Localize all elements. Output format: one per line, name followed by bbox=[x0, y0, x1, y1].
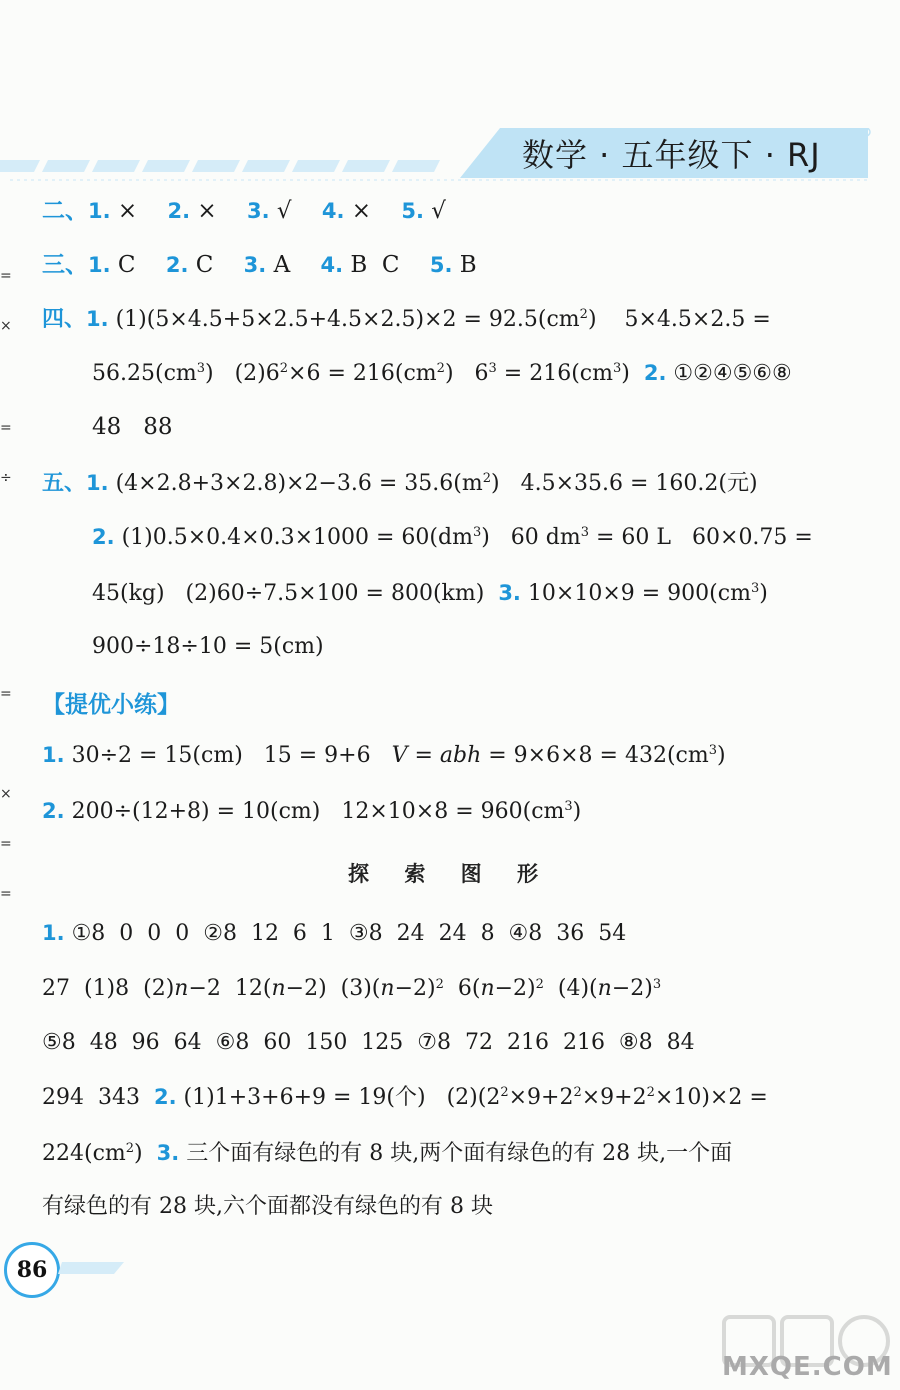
answer-text: ) 60 dm bbox=[481, 525, 581, 550]
section-number: 二、 bbox=[42, 197, 88, 224]
answer-text: ①②④⑤⑥⑧ bbox=[666, 361, 792, 386]
answer-line-3 bbox=[42, 250, 880, 280]
explore-line-1 bbox=[42, 918, 880, 949]
superscript: 3 bbox=[472, 525, 482, 540]
margin-mark: × bbox=[0, 318, 12, 334]
answer-text: 224(cm bbox=[42, 1141, 126, 1166]
answer-line-5a bbox=[42, 468, 880, 499]
variable: n bbox=[380, 976, 395, 1001]
superscript: 2 bbox=[646, 1085, 655, 1100]
variable: n bbox=[271, 976, 286, 1001]
page-decoration bbox=[58, 1258, 128, 1278]
item-number: 4. bbox=[321, 199, 345, 223]
answer-choice: A bbox=[273, 252, 291, 278]
answer-text: (1)1+3+6+9 = 19(个) (2)(2 bbox=[176, 1085, 501, 1110]
answer-text: −2 12( bbox=[188, 976, 272, 1001]
answer-text: (4×2.8+3×2.8)×2−3.6 = 35.6(m bbox=[108, 471, 483, 496]
item-number: 1. bbox=[42, 743, 65, 767]
explore-line-2 bbox=[42, 974, 880, 1004]
answer-text: ) 5×4.5×2.5 = bbox=[587, 307, 771, 332]
answer-text: ) bbox=[759, 581, 768, 606]
item-number: 2. bbox=[165, 253, 189, 277]
answer-text: ×6 = 216(cm bbox=[288, 361, 437, 386]
answer-text: 200÷(12+8) = 10(cm) 12×10×8 = 960(cm bbox=[64, 799, 565, 824]
variable: n bbox=[480, 976, 495, 1001]
answer-text: ) (2)6 bbox=[205, 361, 280, 386]
item-number: 3. bbox=[498, 581, 521, 605]
answer-choice: C bbox=[195, 252, 214, 278]
answer-text: ×10)×2 = bbox=[654, 1085, 768, 1110]
item-number: 3. bbox=[243, 253, 267, 277]
superscript: 3 bbox=[564, 799, 573, 814]
answer-text: 900÷18÷10 = 5(cm) bbox=[92, 634, 324, 659]
answer-text: ) 4.5×35.6 = 160.2(元) bbox=[491, 471, 758, 496]
answer-text: = bbox=[407, 743, 440, 768]
answer-text: = 60 L 60×0.75 = bbox=[589, 525, 813, 550]
item-number: 5. bbox=[401, 199, 424, 223]
answer-choice: C bbox=[117, 252, 136, 278]
answer-line-4c bbox=[92, 412, 880, 442]
superscript: 2 bbox=[500, 1085, 509, 1100]
answer-text: 10×10×9 = 900(cm bbox=[520, 581, 751, 606]
explore-line-5 bbox=[42, 1138, 880, 1169]
answer-line-4b bbox=[92, 358, 880, 389]
superscript: 3 bbox=[708, 743, 718, 758]
answer-text: ) bbox=[717, 743, 726, 768]
answer-text: (1)(5×4.5+5×2.5+4.5×2.5)×2 = 92.5(cm bbox=[108, 307, 580, 332]
answer-text: −2) bbox=[611, 976, 653, 1001]
margin-mark: = bbox=[0, 836, 12, 852]
answer-line-4a bbox=[42, 304, 880, 335]
variable: n bbox=[174, 976, 189, 1001]
superscript: 3 bbox=[652, 977, 662, 992]
answer-text: ) bbox=[621, 361, 644, 386]
answer-text: 27 (1)8 (2) bbox=[42, 976, 175, 1001]
item-number: 1. bbox=[88, 199, 111, 223]
explore-line-6 bbox=[42, 1192, 880, 1222]
answer-text: ) 6 bbox=[444, 361, 489, 386]
answer-text: ) bbox=[134, 1141, 157, 1166]
superscript: 2 bbox=[535, 977, 544, 992]
superscript: 2 bbox=[573, 1085, 582, 1100]
superscript: 2 bbox=[482, 471, 492, 486]
answer-mark: √ bbox=[276, 198, 292, 224]
margin-mark: ÷ bbox=[0, 470, 12, 486]
answer-mark: × bbox=[117, 198, 138, 224]
item-number: 1. bbox=[88, 253, 111, 277]
answer-line-5d bbox=[92, 632, 880, 662]
superscript: 3 bbox=[612, 361, 622, 376]
superscript: 3 bbox=[580, 525, 590, 540]
item-number: 3. bbox=[156, 1141, 180, 1165]
answer-text: 三个面有绿色的有 8 块,两个面有绿色的有 28 块,一个面 bbox=[179, 1141, 733, 1166]
answer-text: −2) (3)( bbox=[285, 976, 381, 1001]
answer-text: −2) bbox=[494, 976, 536, 1001]
answer-choice: B bbox=[459, 252, 477, 278]
item-number: 4. bbox=[320, 253, 344, 277]
header-title: 数学 · 五年级下 · RJ bbox=[522, 136, 821, 174]
item-number: 2. bbox=[42, 799, 65, 823]
answer-line-5b bbox=[92, 522, 880, 553]
margin-mark: = bbox=[0, 686, 12, 702]
item-number: 1. bbox=[86, 307, 109, 331]
section-number: 三、 bbox=[42, 251, 88, 278]
answer-text: 45(kg) (2)60÷7.5×100 = 800(km) bbox=[92, 581, 499, 606]
answer-text: 56.25(cm bbox=[92, 361, 197, 386]
item-number: 2. bbox=[153, 1085, 177, 1109]
explore-title: 探 索 图 形 bbox=[348, 862, 552, 886]
margin-mark: = bbox=[0, 420, 12, 436]
answer-text: 30÷2 = 15(cm) 15 = 9+6 bbox=[64, 743, 392, 768]
item-number: 1. bbox=[42, 921, 65, 945]
superscript: 2 bbox=[125, 1141, 135, 1156]
answer-text: ) bbox=[572, 799, 582, 824]
item-number: 2. bbox=[643, 361, 667, 385]
answer-mark: × bbox=[197, 198, 217, 224]
item-number: 5. bbox=[429, 253, 453, 277]
answer-line-5c bbox=[92, 578, 880, 609]
answer-text: 有绿色的有 28 块,六个面都没有绿色的有 8 块 bbox=[42, 1194, 493, 1219]
answer-text: ×9+2 bbox=[581, 1085, 647, 1110]
answer-text: 294 343 bbox=[42, 1085, 154, 1110]
variable: abh bbox=[439, 743, 482, 768]
explore-line-3 bbox=[42, 1028, 880, 1058]
improve-heading: 【提优小练】 bbox=[42, 692, 180, 718]
explore-line-4 bbox=[42, 1082, 880, 1113]
item-number: 2. bbox=[167, 199, 191, 223]
item-number: 2. bbox=[92, 525, 115, 549]
answer-text: ×9+2 bbox=[508, 1085, 574, 1110]
margin-mark: × bbox=[0, 786, 12, 802]
page-number: 86 bbox=[4, 1242, 60, 1298]
answer-text: ①8 0 0 0 ②8 12 6 1 ③8 24 24 8 ④8 36 54 bbox=[64, 921, 627, 946]
superscript: 2 bbox=[435, 977, 444, 992]
answer-text: ⑤8 48 96 64 ⑥8 60 150 125 ⑦8 72 216 216 ⑧8 84 bbox=[42, 1030, 695, 1055]
superscript: 3 bbox=[750, 581, 760, 596]
answer-line-2 bbox=[42, 196, 880, 226]
superscript: 3 bbox=[488, 361, 497, 376]
margin-mark: = bbox=[0, 268, 12, 284]
margin-marks bbox=[0, 0, 16, 1390]
margin-mark: = bbox=[0, 886, 12, 902]
improve-line-1 bbox=[42, 740, 880, 771]
superscript: 2 bbox=[279, 361, 289, 376]
section-number: 五、 bbox=[42, 470, 87, 496]
item-number: 1. bbox=[86, 471, 109, 495]
answer-text: = 216(cm bbox=[496, 361, 613, 386]
watermark-text: MXQE.COM bbox=[722, 1352, 893, 1382]
answer-text: 48 88 bbox=[92, 414, 173, 440]
answer-text: 6( bbox=[443, 976, 481, 1001]
variable: V bbox=[391, 743, 408, 768]
superscript: 3 bbox=[196, 361, 206, 376]
answer-mark: √ bbox=[431, 198, 446, 224]
answer-choice: B C bbox=[350, 252, 400, 278]
item-number: 3. bbox=[247, 199, 270, 223]
answer-text: (4)( bbox=[543, 976, 598, 1001]
answer-text: −2) bbox=[394, 976, 436, 1001]
section-number: 四、 bbox=[42, 306, 87, 332]
answer-mark: × bbox=[351, 198, 372, 224]
answer-text: (1)0.5×0.4×0.3×1000 = 60(dm bbox=[114, 525, 473, 550]
answer-text: = 9×6×8 = 432(cm bbox=[481, 743, 709, 768]
superscript: 2 bbox=[579, 307, 588, 322]
improve-line-2 bbox=[42, 796, 880, 827]
variable: n bbox=[597, 976, 612, 1001]
superscript: 2 bbox=[436, 361, 445, 376]
